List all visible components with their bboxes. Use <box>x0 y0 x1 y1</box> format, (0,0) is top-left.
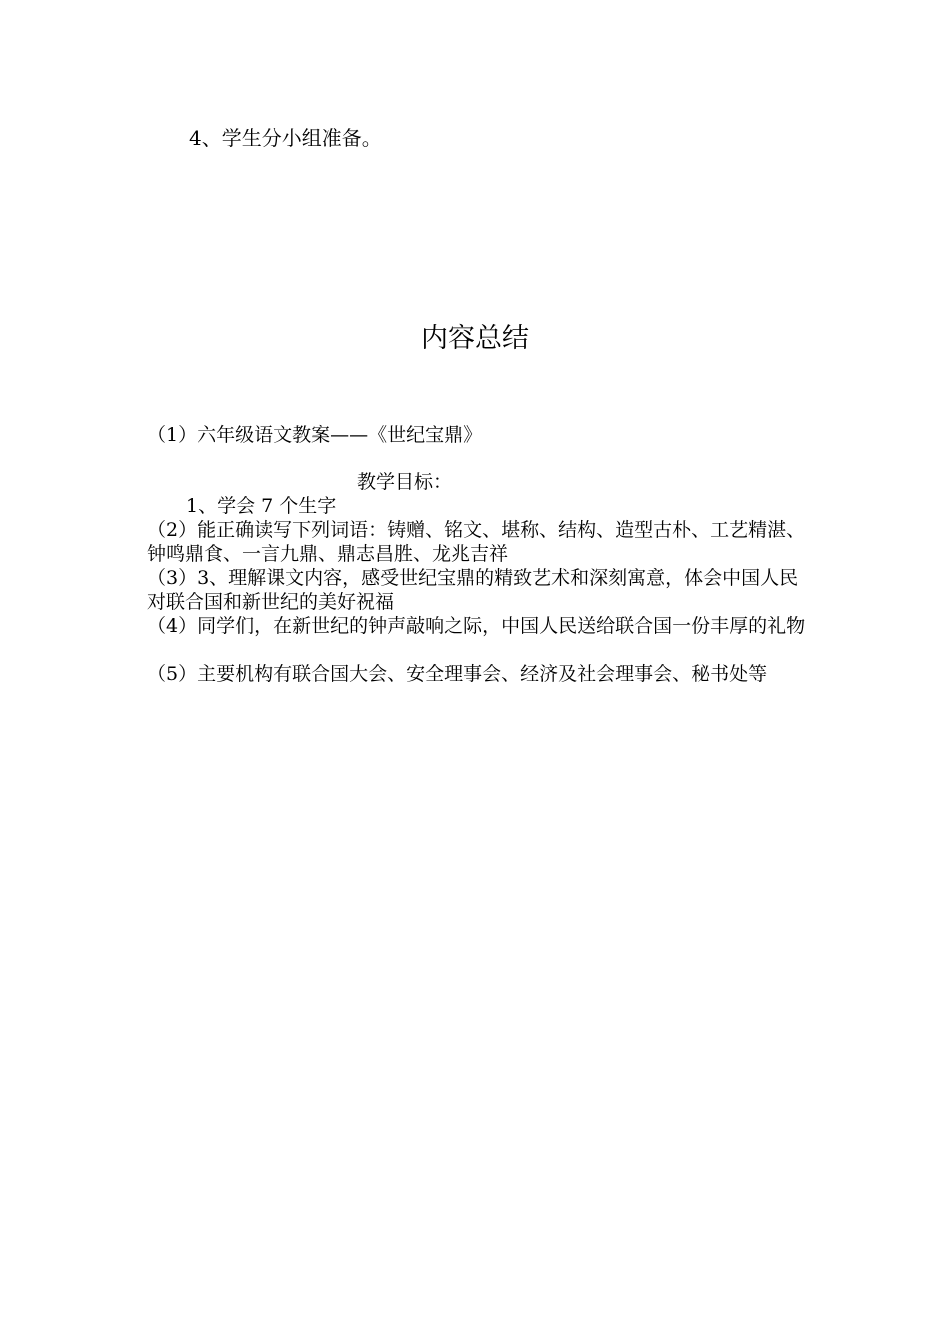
summary-item-3: （3）3、理解课文内容，感受世纪宝鼎的精致艺术和深刻寓意，体会中国人民对联合国和新世纪的美好祝福 <box>147 567 799 613</box>
summary-item-4: （4）同学们，在新世纪的钟声敲响之际，中国人民送给联合国一份丰厚的礼物 <box>147 615 806 637</box>
lesson-title: （1）六年级语文教案——《世纪宝鼎》 <box>147 424 483 446</box>
teaching-goals-heading: 教学目标： <box>357 471 453 493</box>
preparation-step-4: 4、学生分小组准备。 <box>189 126 382 150</box>
goal-item-1: 1、学会 7 个生字 <box>186 495 337 517</box>
summary-title: 内容总结 <box>421 323 529 354</box>
summary-item-2: （2）能正确读写下列词语：铸赠、铭文、堪称、结构、造型古朴、工艺精湛、钟鸣鼎食、一言九鼎、鼎志昌胜、龙兆吉祥 <box>147 519 806 565</box>
summary-item-5: （5）主要机构有联合国大会、安全理事会、经济及社会理事会、秘书处等 <box>147 663 768 685</box>
